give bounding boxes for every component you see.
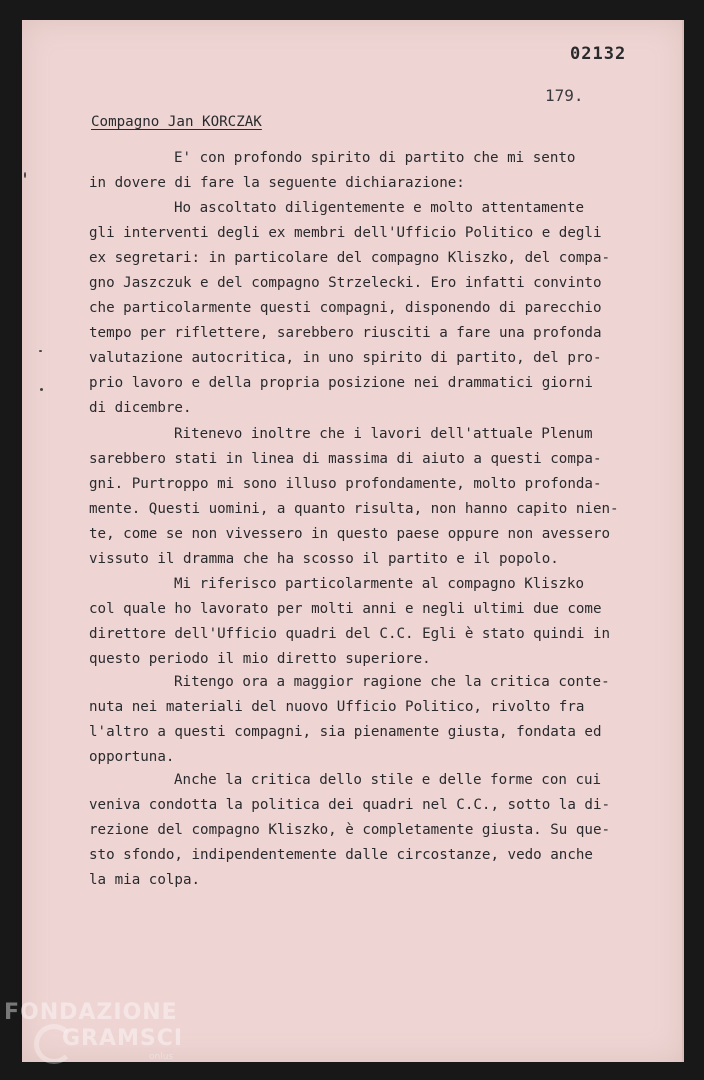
page-number: 179. [545, 86, 584, 105]
body-line: che particolarmente questi compagni, disponendo di parecchio [89, 300, 602, 316]
body-line: col quale ho lavorato per molti anni e negli ultimi due come [89, 601, 602, 617]
body-line: mente. Questi uomini, a quanto risulta, non hanno capito nien- [89, 501, 619, 517]
recipient-heading: Compagno Jan KORCZAK [91, 114, 262, 130]
watermark-suffix: onlus [149, 1052, 174, 1062]
body-line: te, come se non vivessero in questo paese oppure non avessero [89, 526, 611, 542]
body-line: Ritengo ora a maggior ragione che la critica conte- [174, 674, 610, 690]
body-line: sarebbero stati in linea di massima di aiuto a questi compa- [89, 451, 602, 467]
body-line: rezione del compagno Kliszko, è completamente giusta. Su que- [89, 822, 611, 838]
body-line: valutazione autocritica, in uno spirito di partito, del pro- [89, 350, 602, 366]
body-line: gli interventi degli ex membri dell'Ufficio Politico e degli [89, 225, 602, 241]
body-line: questo periodo il mio diretto superiore. [89, 651, 431, 667]
body-line: gni. Purtroppo mi sono illuso profondamente, molto profonda- [89, 476, 602, 492]
body-line: l'altro a questi compagni, sia pienamente giusta, fondata ed [89, 724, 602, 740]
body-line: tempo per riflettere, sarebbero riusciti a fare una profonda [89, 325, 602, 341]
body-line: direttore dell'Ufficio quadri del C.C. Egli è stato quindi in [89, 626, 611, 642]
watermark-line1: FONDAZIONE [4, 1000, 178, 1025]
archive-number: 02132 [570, 44, 627, 64]
margin-mark [24, 172, 26, 178]
body-line: sto sfondo, indipendentemente dalle circostanze, vedo anche [89, 847, 593, 863]
body-line: di dicembre. [89, 400, 192, 416]
margin-mark [40, 388, 43, 391]
body-line: vissuto il dramma che ha scosso il partito e il popolo. [89, 551, 559, 567]
body-line: in dovere di fare la seguente dichiarazione: [89, 175, 465, 191]
body-line: Anche la critica dello stile e delle forme con cui [174, 772, 602, 788]
body-line: Mi riferisco particolarmente al compagno Kliszko [174, 576, 584, 592]
body-line: ex segretari: in particolare del compagno Kliszko, del compa- [89, 250, 611, 266]
margin-mark [39, 350, 42, 352]
gramsci-logo-icon [34, 1024, 74, 1064]
body-line: nuta nei materiali del nuovo Ufficio Politico, rivolto fra [89, 699, 585, 715]
fondazione-gramsci-watermark [4, 1000, 184, 1062]
body-line: veniva condotta la politica dei quadri nel C.C., sotto la di- [89, 797, 611, 813]
body-line: Ritenevo inoltre che i lavori dell'attuale Plenum [174, 426, 593, 442]
body-line: E' con profondo spirito di partito che mi sento [174, 150, 576, 166]
body-line: gno Jaszczuk e del compagno Strzelecki. Ero infatti convinto [89, 275, 602, 291]
body-line: Ho ascoltato diligentemente e molto attentamente [174, 200, 584, 216]
body-line: la mia colpa. [89, 872, 201, 888]
watermark-line2: GRAMSCI [62, 1026, 184, 1051]
body-line: opportuna. [89, 749, 175, 765]
body-line: prio lavoro e della propria posizione nei drammatici giorni [89, 375, 593, 391]
